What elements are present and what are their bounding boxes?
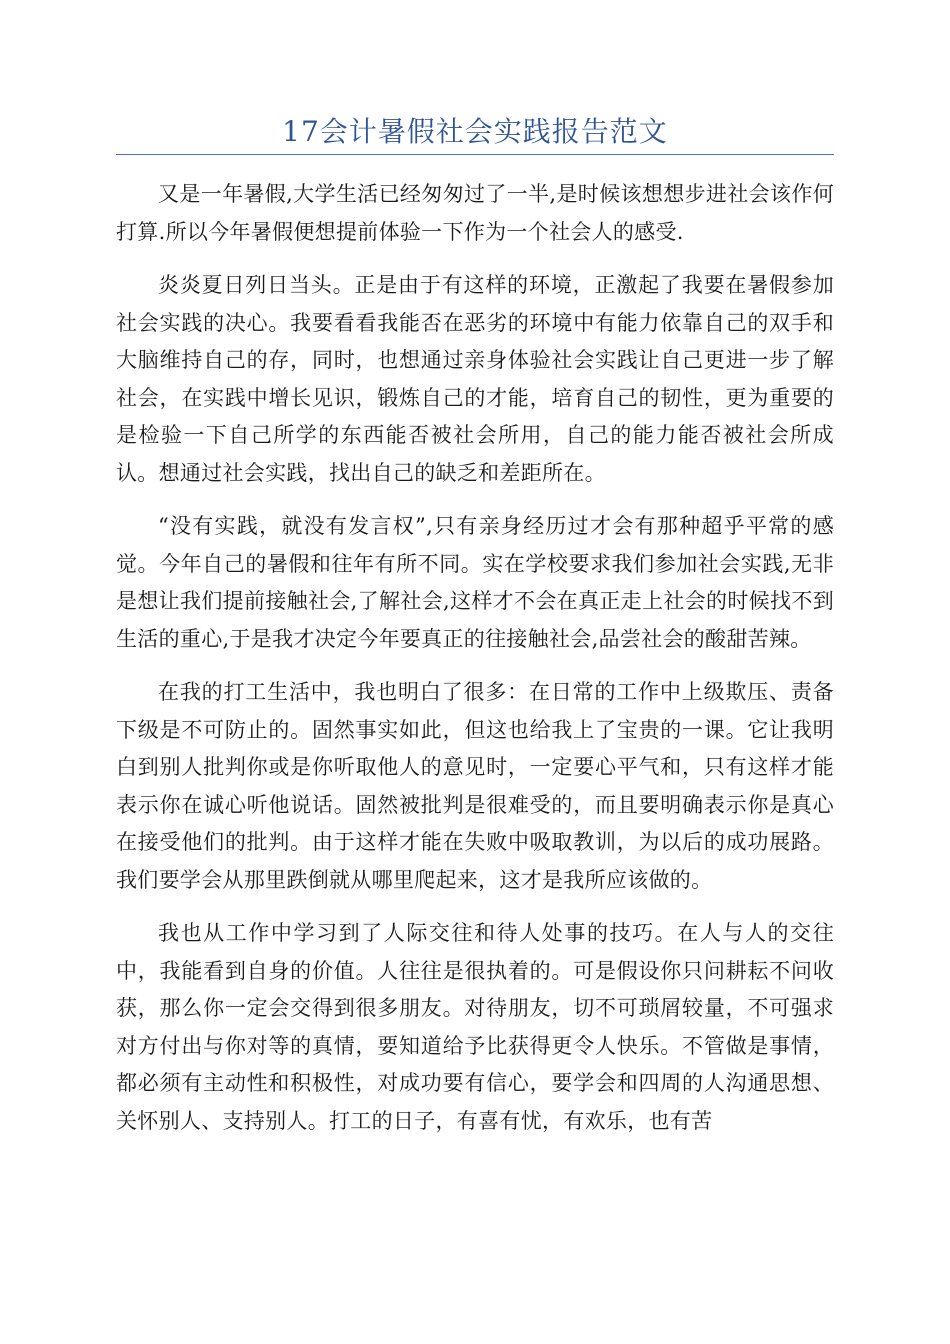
- paragraph-5: 我也从工作中学习到了人际交往和待人处事的技巧。在人与人的交往中，我能看到自身的价值。人往往是很执着的。可是假设你只问耕耘不问收获，那么你一定会交得到很多朋友。对待朋友，切不可琐屑较量，不可强求对方付出与你对等的真情，要知道给予比获得更令人快乐。不管做是事情，都必须有主动性和积极性，对成功要有信心，要学会和四周的人沟通思想、关怀别人、支持别人。打工的日子，有喜有忧，有欢乐，也有苦: [116, 921, 834, 1133]
- paragraph-1: 又是一年暑假,大学生活已经匆匆过了一半,是时候该想想步进社会该作何打算.所以今年暑假便想提前体验一下作为一个社会人的感受.: [116, 182, 834, 244]
- document-title: 17会计暑假社会实践报告范文: [282, 115, 668, 148]
- document-body: [116, 176, 834, 1156]
- paragraph-3: “没有实践，就没有发言权”,只有亲身经历过才会有那种超乎平常的感觉。今年自己的暑假和往年有所不同。实在学校要求我们参加社会实践,无非是想让我们提前接触社会,了解社会,这样才不会在真正走上社会的时候找不到生活的重心,于是我才决定今年要真正的往接触社会,品尝社会的酸甜苦辣。: [116, 514, 834, 651]
- title-underline: [116, 154, 834, 155]
- paragraph-2: 炎炎夏日列日当头。正是由于有这样的环境，正激起了我要在暑假参加社会实践的决心。我要看看我能否在恶劣的环境中有能力依靠自己的双手和大脑维持自己的存，同时，也想通过亲身体验社会实践让自己更进一步了解社会，在实践中增长见识，锻炼自己的才能，培育自己的韧性，更为重要的是检验一下自己所学的东西能否被社会所用，自己的能力能否被社会所成认。想通过社会实践，找出自己的缺乏和差距所在。: [116, 273, 834, 485]
- paragraph-4: 在我的打工生活中，我也明白了很多：在日常的工作中上级欺压、责备下级是不可防止的。固然事实如此，但这也给我上了宝贵的一课。它让我明白到别人批判你或是你听取他人的意见时，一定要心平气和，只有这样才能表示你在诚心听他说话。固然被批判是很难受的，而且要明确表示你是真心在接受他们的批判。由于这样才能在失败中吸取教训，为以后的成功展路。我们要学会从那里跌倒就从哪里爬起来，这才是我所应该做的。: [116, 680, 834, 892]
